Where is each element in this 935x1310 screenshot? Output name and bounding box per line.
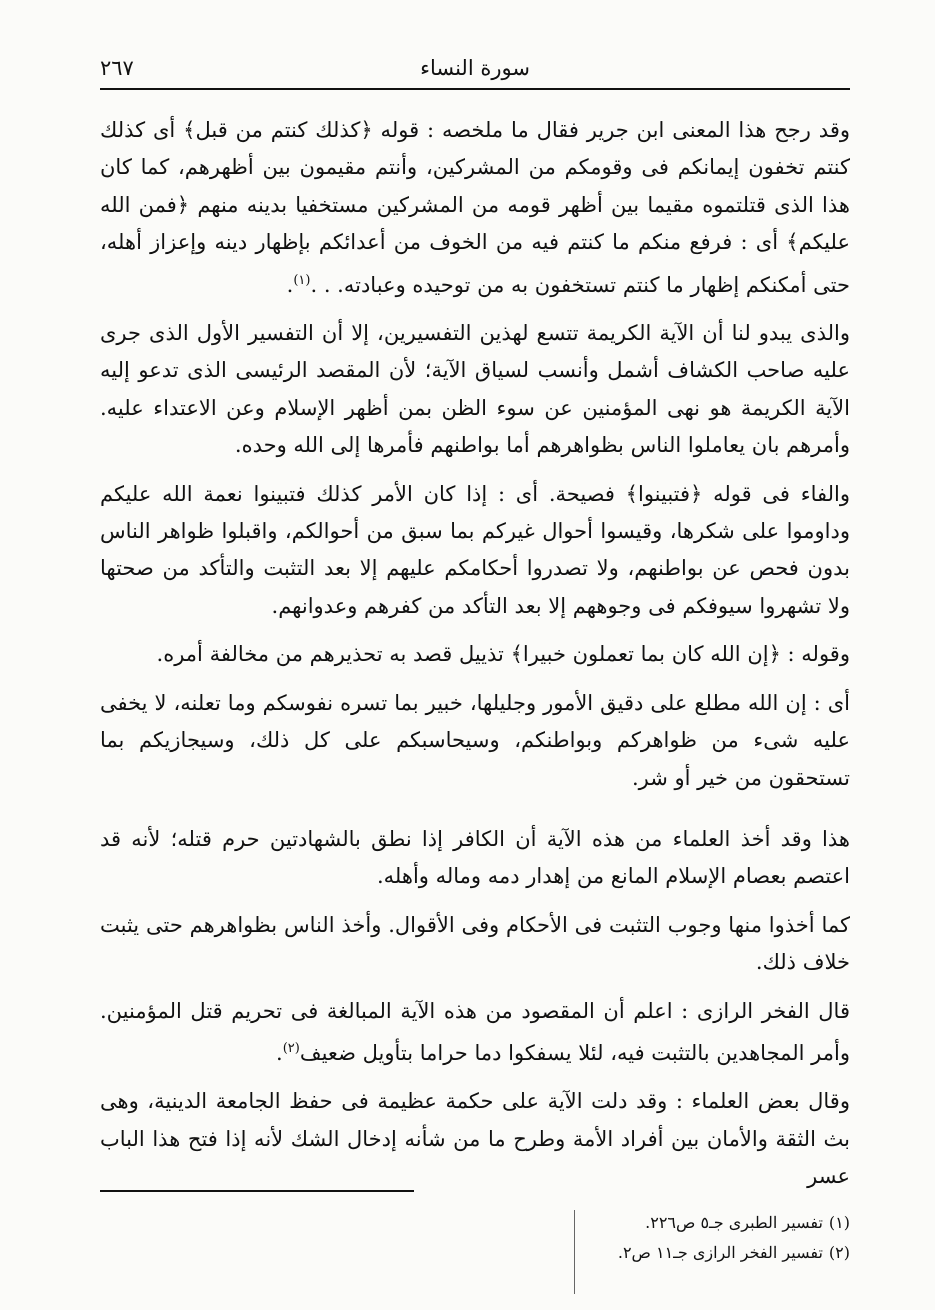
paragraph: كما أخذوا منها وجوب التثبت فى الأحكام وفى الأقوال. وأخذ الناس بظواهرهم حتى يثبت خلاف ذلك. [100,912,850,975]
footnote [100,1238,850,1268]
paragraph: وقال بعض العلماء : وقد دلت الآية على حكمة عظيمة فى حفظ الجامعة الدينية، وهى بث الثقة والأمان بين أفراد الأمة وطرح ما من شأنه إدخال الشك لأنه إذا فتح هذا الباب عسر [100,1089,850,1189]
footnote-text: تفسير الطبرى جـ٥ ص٢٢٦. [645,1213,823,1232]
book-page [100,50,850,1262]
paragraph: قال الفخر الرازى : اعلم أن المقصود من هذه الآية المبالغة فى تحريم قتل المؤمنين. وأمر المجاهدين بالتثبت فيه، لئلا يسفكوا دما حراما بتأويل ضعيف$^{(٢)}$. [100,998,850,1065]
paragraph: والفاء فى قوله ﴿فتبينوا﴾ فصيحة. أى : إذا كان الأمر كذلك فتبينوا نعمة الله عليكم وداوموا على شكرها، وقيسوا أحوال غيركم بما سبق من أحوالكم، واقبلوا ظواهر الناس بدون فحص عن بواطنهم، ولا تصدروا أحكامكم عليهم إلا بعد التثبت والتأكد من صحتها ولا تشهروا سيوفكم فى وجوههم إلا بعد التأكد من كفرهم وعدوانهم. [100,481,850,618]
paragraph: وقوله : ﴿إن الله كان بما تعملون خبيرا﴾ تذييل قصد به تحذيرهم من مخالفة أمره. [156,642,850,667]
running-title: سورة النساء [420,56,530,80]
paragraph: أى : إن الله مطلع على دقيق الأمور وجليلها، خبير بما تسره نفوسكم وما تعلنه، لا يخفى عليه شىء من ظواهركم وبواطنكم، وسيحاسبكم على كل ذلك، وسيجازيكم بما تستحقون من خير أو شر. [100,690,850,790]
paragraph: وقد رجح هذا المعنى ابن جرير فقال ما ملخصه : قوله ﴿كذلك كنتم من قبل﴾ أى كذلك كنتم تخفون إيمانكم فى وقومكم من المشركين، وأنتم مقيمون بين أظهرهم، كما كان هذا الذى قتلتموه مقيما بين أظهر قومه من المشركين مستخفيا بدينه منهم ﴿فمن الله عليكم﴾ أى : فرفع منكم ما كنتم فيه من الخوف من أعدائكم بإظهار دينه وإعزاز أهله، حتى أمكنكم إظهار ما كنتم تستخفون به من توحيده وعبادته. . .$^{(١)}$. [100,118,850,297]
page-body [100,112,850,1207]
page-header [100,50,850,90]
footnotes [100,1208,850,1268]
footnote [100,1208,850,1238]
footnote-separator [100,1190,414,1192]
footnote-number: (٢) [828,1243,850,1262]
footnote-number: (١) [828,1213,850,1232]
footnote-text: تفسير الفخر الرازى جـ١١ ص٢. [617,1243,823,1262]
footnote-ref: (١) [293,272,311,288]
page-number: ٢٦٧ [100,56,134,80]
footnote-ref: (٢) [282,1040,300,1056]
paragraph: هذا وقد أخذ العلماء من هذه الآية أن الكافر إذا نطق بالشهادتين حرم قتله؛ لأنه قد اعتصم بعصام الإسلام المانع من إهدار دمه وماله وأهله. [100,826,850,889]
paragraph: والذى يبدو لنا أن الآية الكريمة تتسع لهذين التفسيرين، إلا أن التفسير الأول الذى جرى عليه صاحب الكشاف أشمل وأنسب لسياق الآية؛ لأن المقصد الرئيسى الذى تدعو إليه الآية الكريمة هو نهى المؤمنين عن سوء الظن بمن أظهر الإسلام وعن الاعتداء عليه. وأمرهم بان يعاملوا الناس بظواهرهم أما بواطنهم فأمرها إلى الله وحده. [100,321,850,458]
